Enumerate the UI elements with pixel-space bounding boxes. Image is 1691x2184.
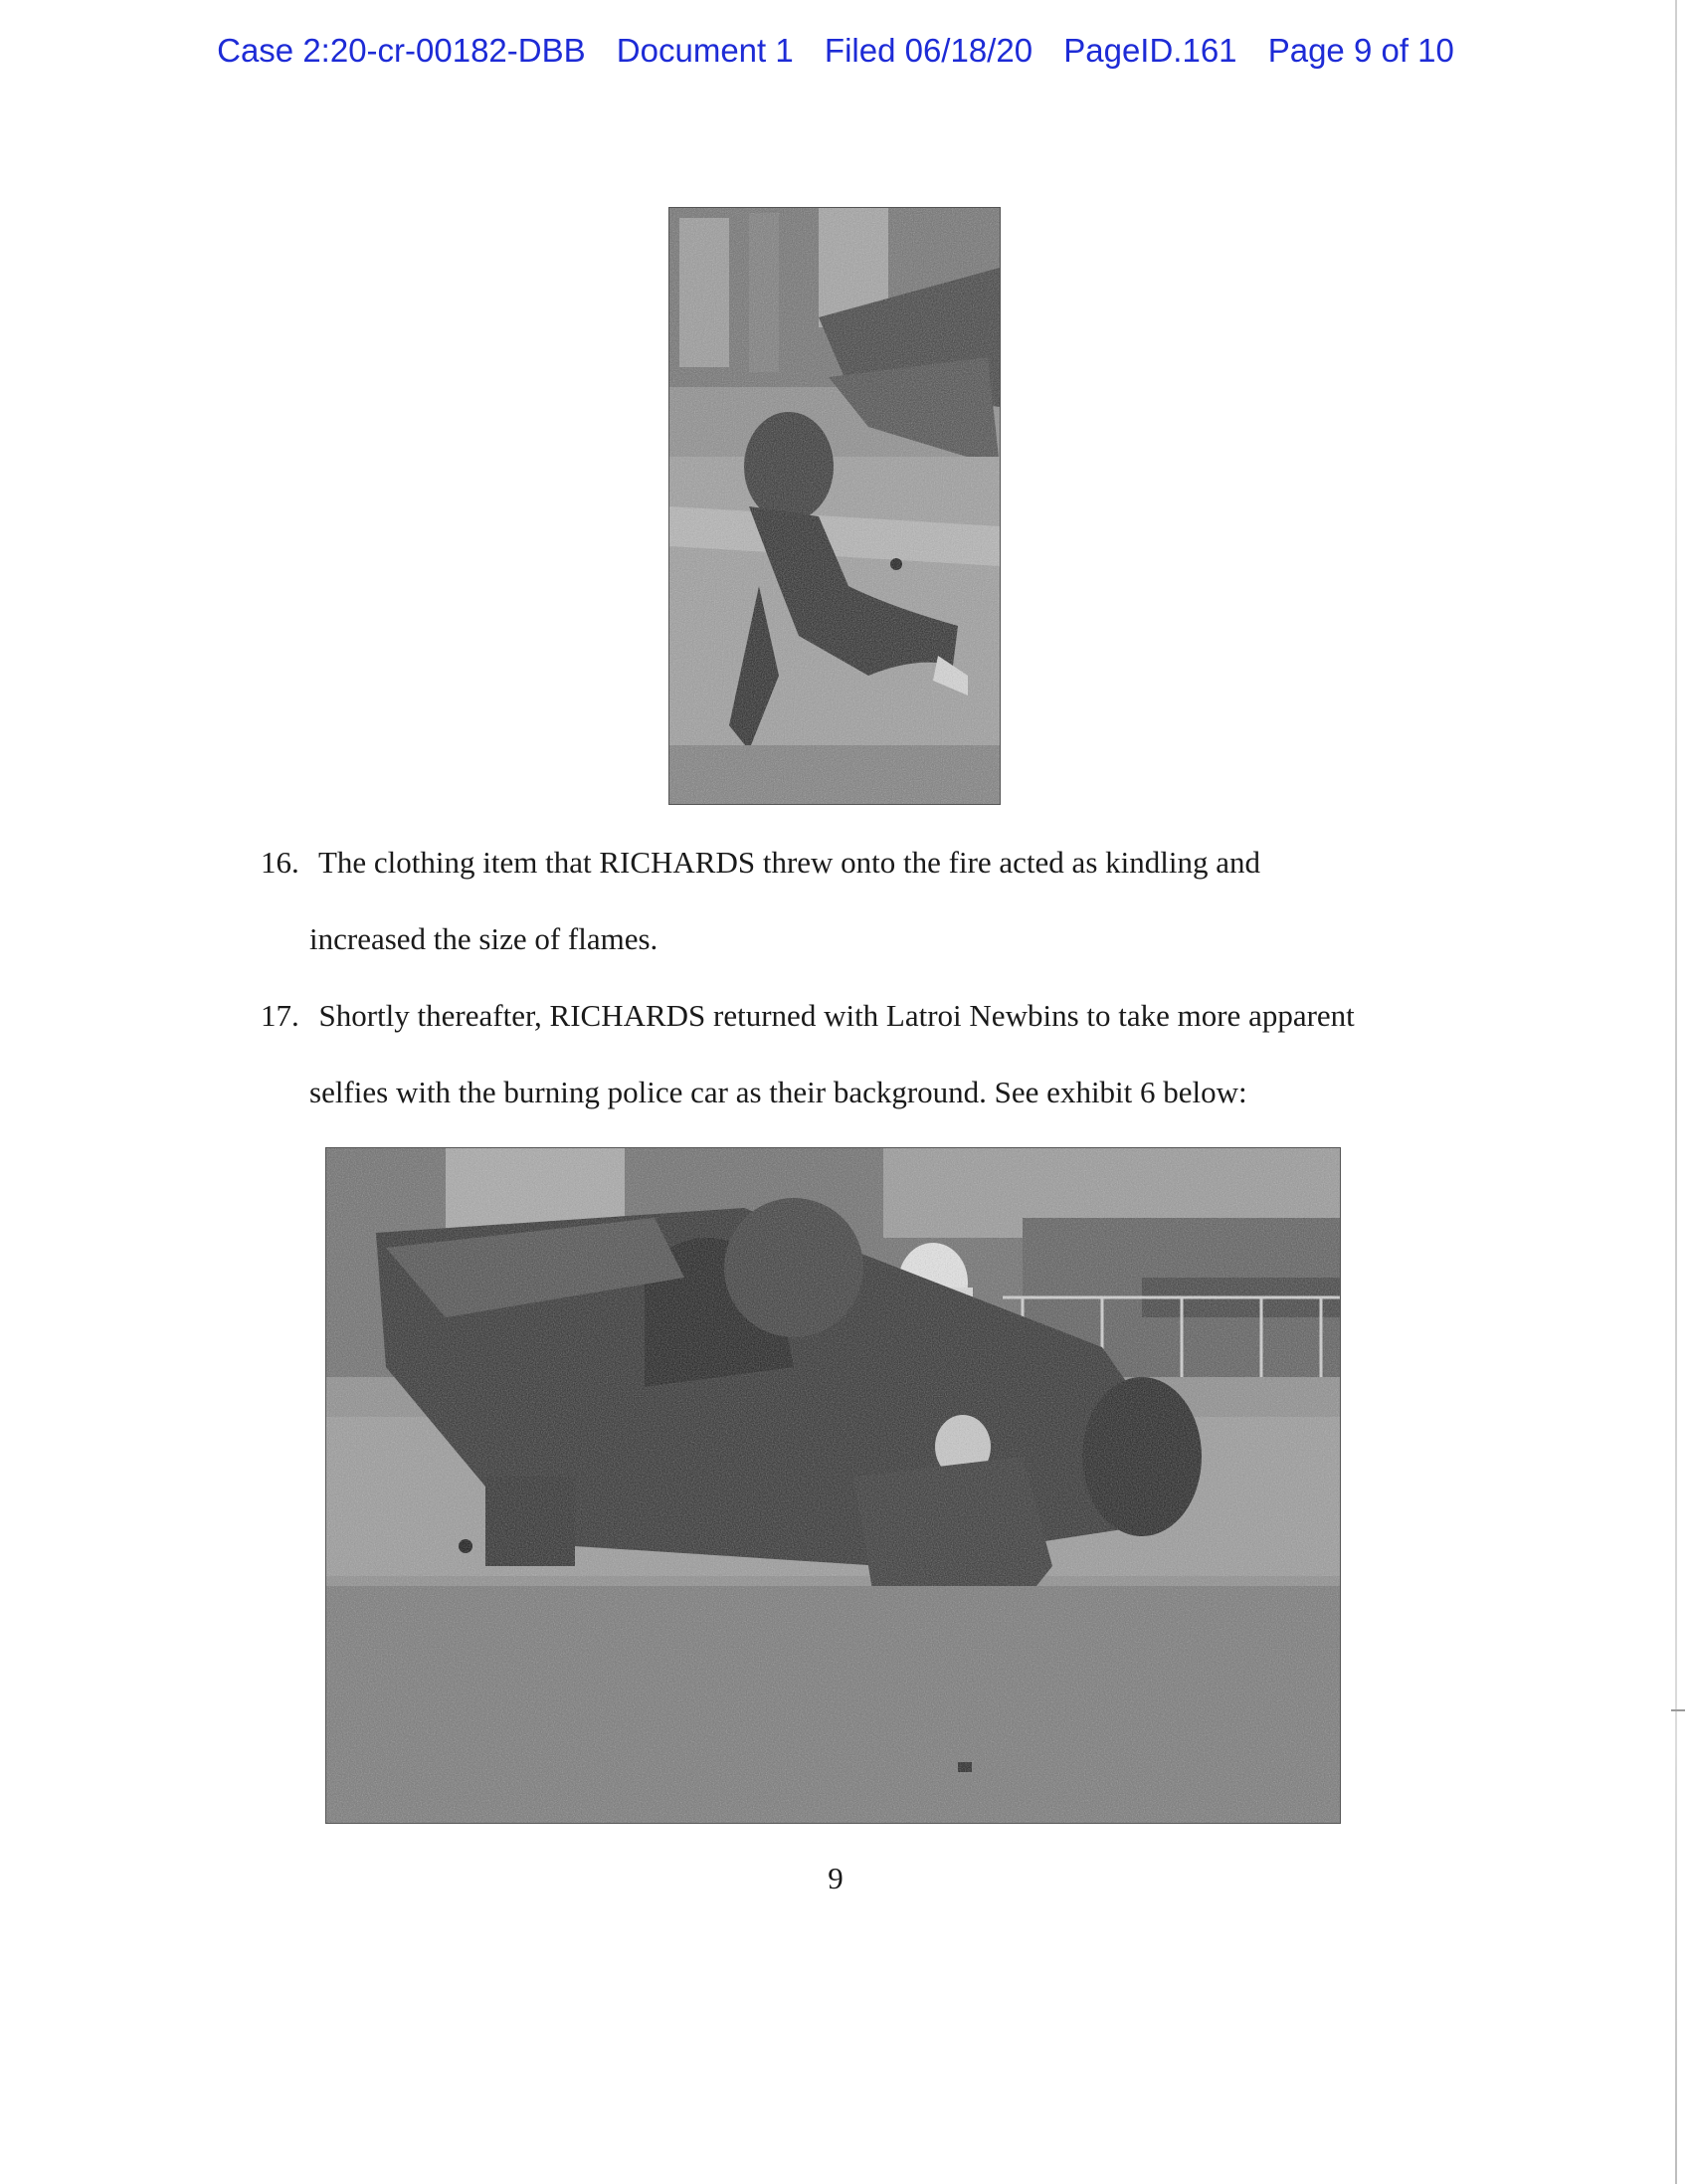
document-number: Document 1 [616,32,794,69]
paragraph-17 [261,977,1355,1130]
paragraph-line: The clothing item that RICHARDS threw onto the fire acted as kindling and [317,845,1260,880]
photo-person-throwing-clothing-icon [669,208,1000,804]
exhibit-photo-police-car [325,1147,1341,1824]
paragraph-16 [261,824,1260,977]
filed-date: Filed 06/18/20 [824,32,1033,69]
exhibit-photo-throwing [668,207,1001,805]
page-number: 9 [828,1861,844,1895]
photo-overturned-police-car-icon [326,1148,1340,1823]
page-id: PageID.161 [1063,32,1237,69]
paragraph-line: increased the size of flames. [309,921,658,956]
case-number: Case 2:20-cr-00182-DBB [217,32,586,69]
court-header [0,32,1671,70]
scan-edge [1675,0,1677,2184]
scan-edge-mark [1671,1709,1685,1711]
page-of: Page 9 of 10 [1267,32,1454,69]
paragraph-line: Shortly thereafter, RICHARDS returned with Latroi Newbins to take more apparent [318,998,1355,1033]
paragraph-number: 16. [261,845,299,880]
paragraph-line: selfies with the burning police car as their background. See exhibit 6 below: [309,1075,1247,1109]
paragraph-number: 17. [261,998,299,1033]
